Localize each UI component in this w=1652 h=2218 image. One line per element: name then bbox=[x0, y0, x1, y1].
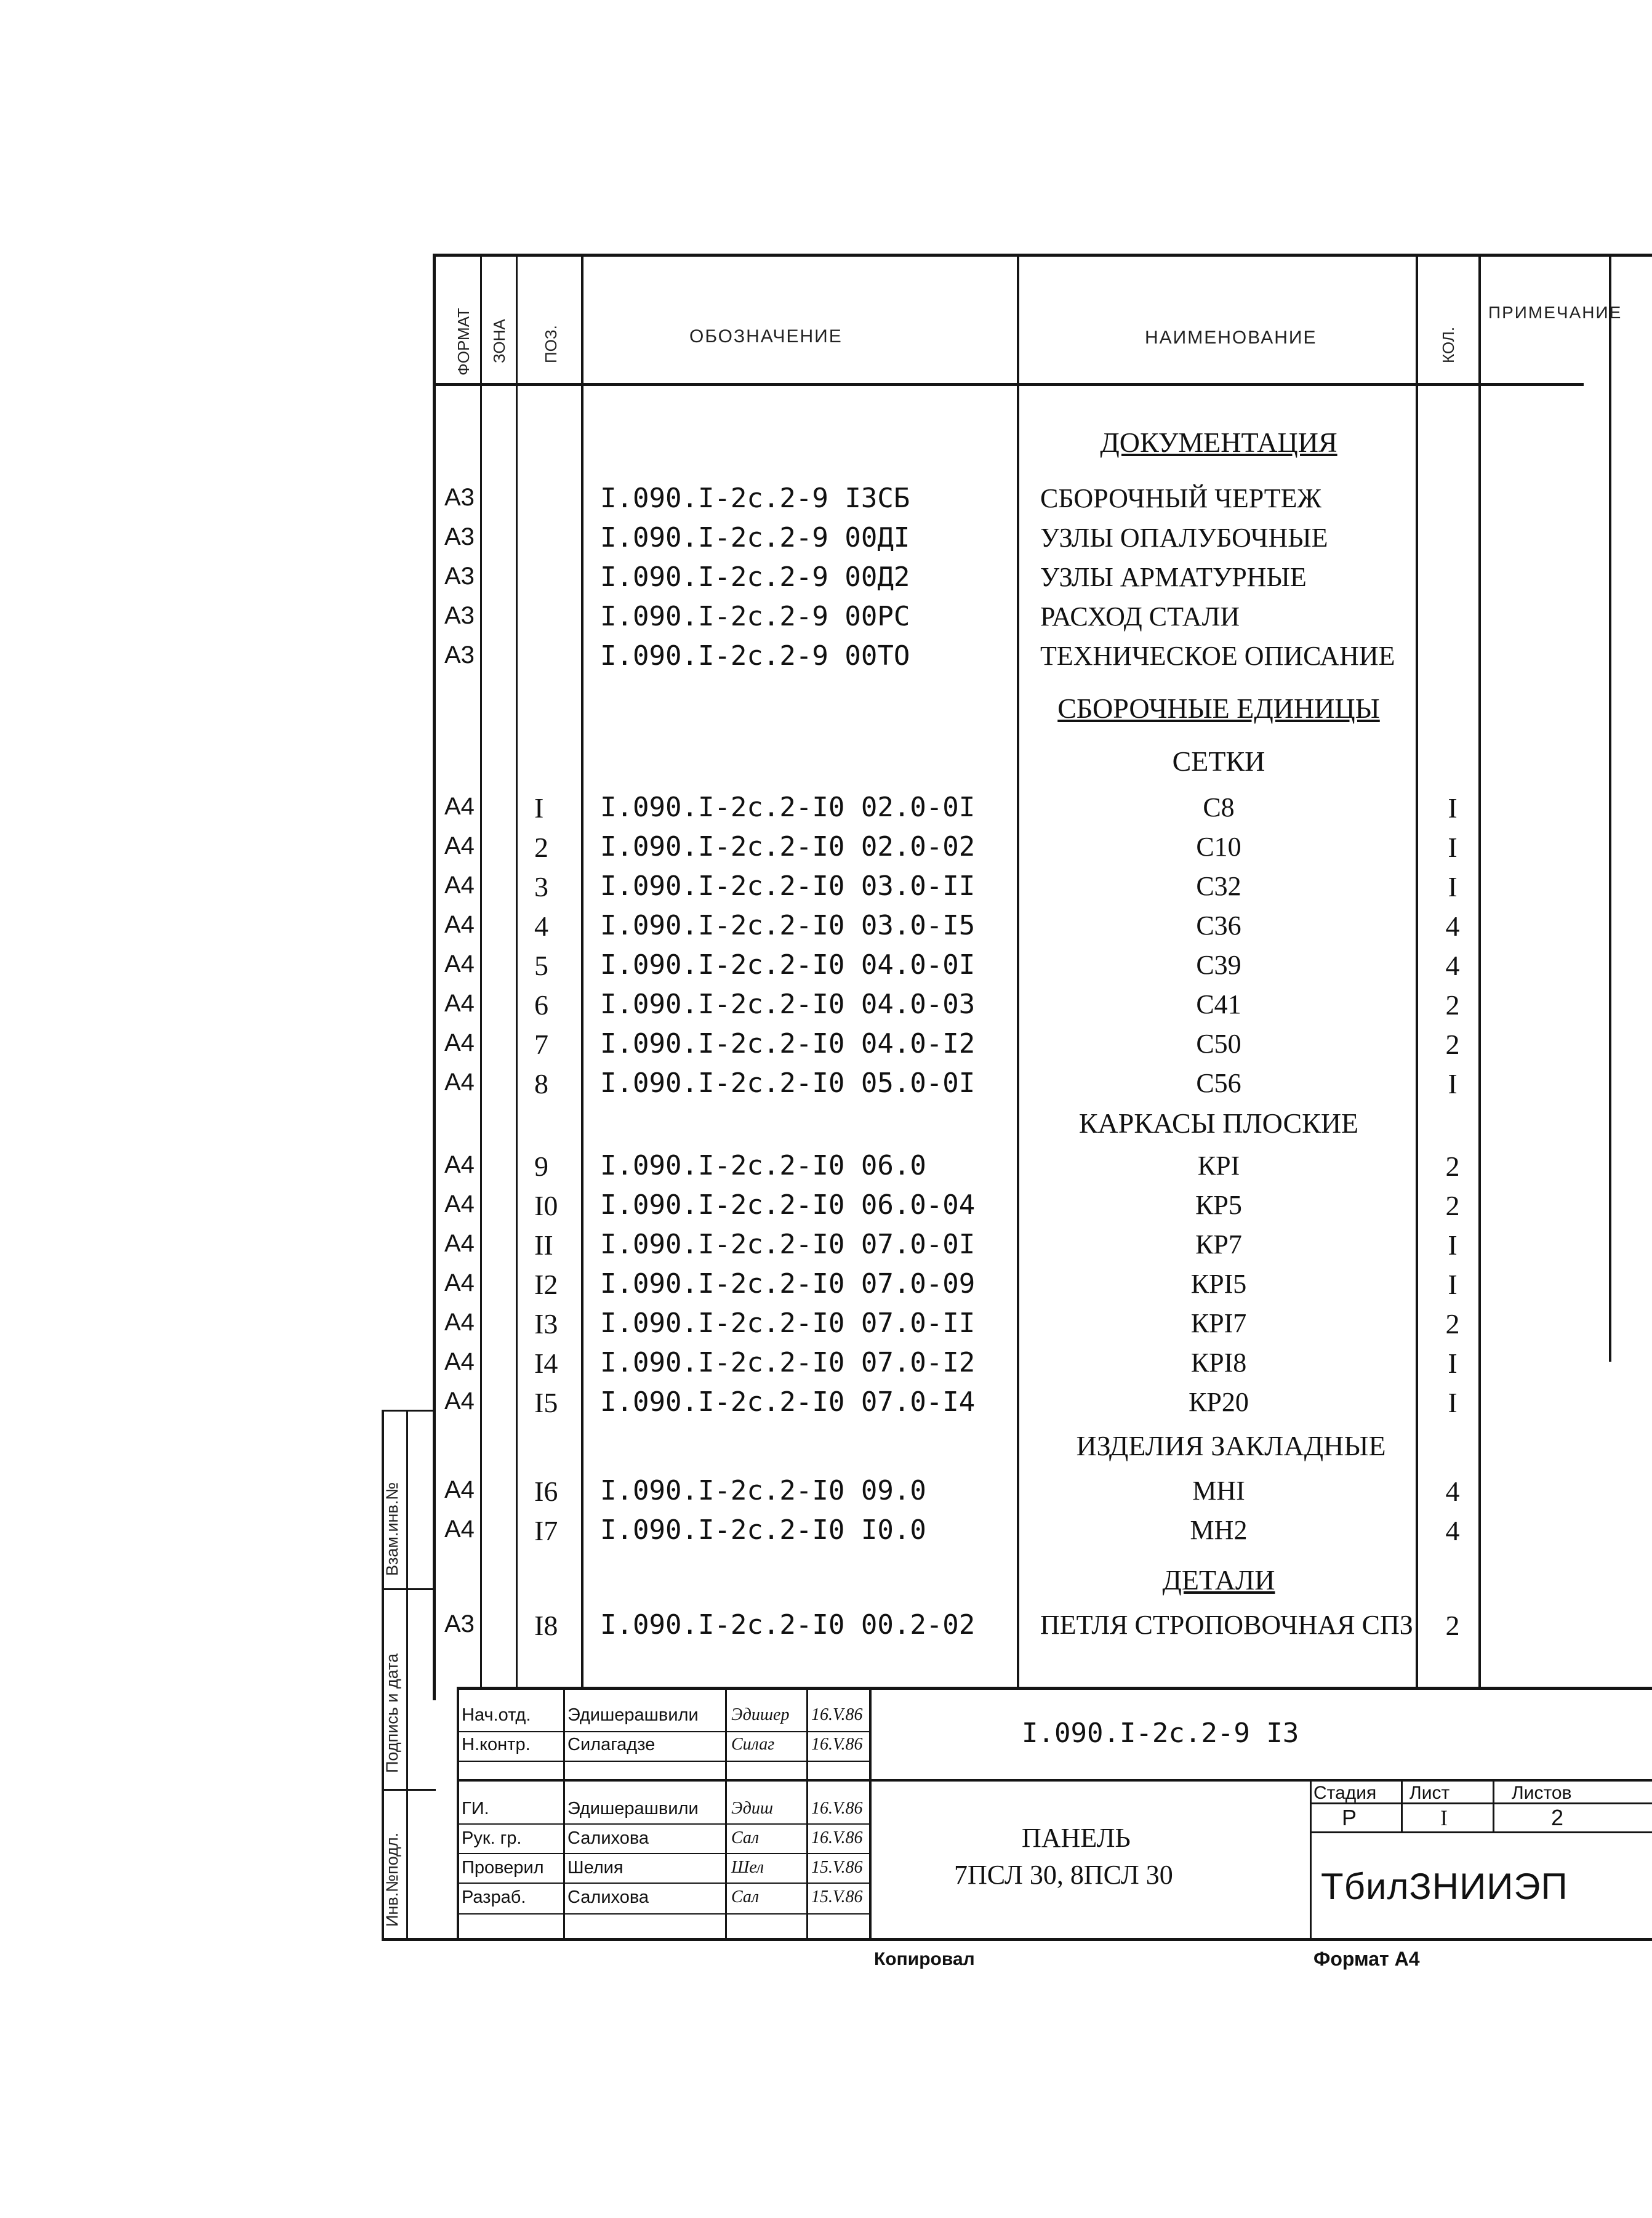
row-format: А3 bbox=[444, 563, 475, 590]
row-name: КРI8 bbox=[1190, 1348, 1247, 1378]
row-name: МН2 bbox=[1190, 1515, 1248, 1545]
header-note bbox=[1488, 302, 1622, 324]
row-designation: I.090.I-2c.2-I0 09.0 bbox=[600, 1475, 926, 1506]
row-position: 5 bbox=[534, 950, 548, 981]
row-quantity: 2 bbox=[1445, 1151, 1460, 1182]
row-position: I8 bbox=[534, 1610, 558, 1641]
row-format: А4 bbox=[444, 990, 475, 1017]
sheet-label: Лист bbox=[1409, 1783, 1450, 1803]
frame-left-line bbox=[433, 254, 436, 1700]
tb-sheets-col bbox=[1493, 1779, 1494, 1833]
row-position: I5 bbox=[534, 1387, 558, 1418]
header-note-text: ПРИМЕЧАНИЕ bbox=[1488, 303, 1622, 322]
staff-role: Нач.отд. bbox=[462, 1705, 531, 1725]
staff-signature: Эдишер bbox=[731, 1705, 790, 1724]
header-pos: ПОЗ. bbox=[542, 325, 560, 363]
row-designation: I.090.I-2c.2-I0 07.0-0I bbox=[600, 1229, 976, 1260]
row-name: С36 bbox=[1196, 910, 1241, 941]
footer-copied: Копировал bbox=[874, 1949, 975, 1969]
row-designation: I.090.I-2c.2-9 I3СБ bbox=[600, 483, 910, 514]
row-name: КР5 bbox=[1195, 1190, 1242, 1220]
staff-name: Шелия bbox=[567, 1858, 624, 1878]
row-designation: I.090.I-2c.2-I0 07.0-09 bbox=[600, 1268, 976, 1300]
section-assembly-units: СБОРОЧНЫЕ ЕДИНИЦЫ bbox=[1057, 693, 1380, 724]
frame-right-line bbox=[1609, 254, 1611, 1362]
col-designation-line bbox=[1017, 254, 1019, 1688]
row-format: А3 bbox=[444, 484, 475, 511]
staff-signature: Эдиш bbox=[731, 1799, 774, 1818]
sheets-label: Листов bbox=[1512, 1783, 1572, 1803]
header-format: ФОРМАТ bbox=[454, 308, 473, 376]
row-format: А4 bbox=[444, 950, 475, 978]
row-quantity: I bbox=[1448, 871, 1458, 902]
row-position: I0 bbox=[534, 1190, 558, 1221]
row-designation: I.090.I-2c.2-I0 03.0-I5 bbox=[600, 910, 976, 941]
tb-sheet-col bbox=[1401, 1779, 1403, 1833]
row-format: А4 bbox=[444, 1230, 475, 1257]
row-position: II bbox=[534, 1229, 553, 1261]
row-format: А4 bbox=[444, 1151, 475, 1178]
footer-format: Формат А4 bbox=[1313, 1948, 1420, 1970]
row-quantity: 2 bbox=[1445, 1029, 1460, 1060]
row-name: СБОРОЧНЫЙ ЧЕРТЕЖ bbox=[1040, 483, 1321, 513]
row-designation: I.090.I-2c.2-9 00РС bbox=[600, 601, 910, 632]
staff-name: Эдишерашвили bbox=[567, 1799, 699, 1818]
row-quantity: 2 bbox=[1445, 1308, 1460, 1340]
header-name: НАИМЕНОВАНИЕ bbox=[1145, 327, 1317, 348]
row-position: I bbox=[534, 792, 544, 824]
staff-signature: Сал bbox=[731, 1828, 760, 1847]
row-quantity: I bbox=[1448, 1229, 1458, 1261]
row-designation: I.090.I-2c.2-I0 06.0-04 bbox=[600, 1189, 976, 1221]
stage-value: Р bbox=[1342, 1805, 1357, 1830]
row-format: А3 bbox=[444, 602, 475, 629]
row-name: КРI bbox=[1197, 1151, 1240, 1181]
row-name: С32 bbox=[1196, 871, 1241, 901]
staff-date: 15.V.86 bbox=[811, 1887, 863, 1907]
row-name: С10 bbox=[1196, 832, 1241, 862]
row-quantity: 4 bbox=[1445, 950, 1460, 981]
row-designation: I.090.I-2c.2-I0 07.0-I4 bbox=[600, 1386, 976, 1418]
row-name: УЗЛЫ ОПАЛУБОЧНЫЕ bbox=[1040, 523, 1328, 553]
row-name: С56 bbox=[1196, 1068, 1241, 1098]
staff-signature: Силаг bbox=[731, 1735, 775, 1754]
row-format: А4 bbox=[444, 1388, 475, 1415]
row-quantity: I bbox=[1448, 1387, 1458, 1418]
row-format: А4 bbox=[444, 1191, 475, 1218]
side-sign-date: Подпись и дата bbox=[383, 1653, 401, 1773]
side-stamp-top-line bbox=[382, 1410, 436, 1412]
row-name: КРI5 bbox=[1190, 1269, 1247, 1299]
row-designation: I.090.I-2c.2-I0 I0.0 bbox=[600, 1514, 926, 1546]
row-name: С50 bbox=[1196, 1029, 1241, 1059]
row-designation: I.090.I-2c.2-9 00ТО bbox=[600, 640, 910, 672]
row-name: ТЕХНИЧЕСКОЕ ОПИСАНИЕ bbox=[1040, 641, 1395, 671]
staff-date: 16.V.86 bbox=[811, 1735, 863, 1754]
side-stamp-sep-2 bbox=[382, 1789, 436, 1791]
row-quantity: I bbox=[1448, 1068, 1458, 1099]
side-stamp-mid-line bbox=[406, 1410, 408, 1939]
row-designation: I.090.I-2c.2-I0 04.0-0I bbox=[600, 949, 976, 981]
row-position: I7 bbox=[534, 1515, 558, 1546]
row-position: 2 bbox=[534, 832, 548, 863]
row-format: А4 bbox=[444, 832, 475, 859]
row-position: 9 bbox=[534, 1151, 548, 1182]
row-quantity: I bbox=[1448, 1348, 1458, 1379]
staff-role: ГИ. bbox=[462, 1799, 489, 1818]
staff-row-divider bbox=[457, 1761, 870, 1762]
title-line-1: ПАНЕЛЬ bbox=[1022, 1823, 1131, 1853]
row-format: А3 bbox=[444, 1610, 475, 1637]
section-details: ДЕТАЛИ bbox=[1162, 1564, 1275, 1596]
row-position: I4 bbox=[534, 1348, 558, 1379]
row-name: МНI bbox=[1192, 1476, 1245, 1506]
row-format: А4 bbox=[444, 1516, 475, 1543]
header-qty: КОЛ. bbox=[1439, 326, 1458, 363]
col-name-line bbox=[1416, 254, 1418, 1688]
row-position: 4 bbox=[534, 910, 548, 942]
row-quantity: 4 bbox=[1445, 1476, 1460, 1507]
row-name: С41 bbox=[1196, 989, 1241, 1019]
row-designation: I.090.I-2c.2-I0 02.0-0I bbox=[600, 792, 976, 823]
row-designation: I.090.I-2c.2-9 00Д2 bbox=[600, 561, 910, 593]
staff-role: Н.контр. bbox=[462, 1735, 531, 1754]
row-name: С39 bbox=[1196, 950, 1241, 980]
row-position: I2 bbox=[534, 1269, 558, 1300]
tb-left-line bbox=[457, 1687, 459, 1939]
row-designation: I.090.I-2c.2-I0 07.0-I2 bbox=[600, 1347, 976, 1378]
row-position: 6 bbox=[534, 989, 548, 1021]
staff-row-divider bbox=[457, 1853, 870, 1854]
tb-col-role bbox=[563, 1687, 565, 1939]
staff-name: Салихова bbox=[567, 1887, 649, 1907]
section-documentation: ДОКУМЕНТАЦИЯ bbox=[1100, 427, 1337, 458]
section-embedded: ИЗДЕЛИЯ ЗАКЛАДНЫЕ bbox=[1076, 1430, 1386, 1461]
staff-name: Эдишерашвили bbox=[567, 1705, 699, 1725]
row-designation: I.090.I-2c.2-I0 02.0-02 bbox=[600, 831, 976, 862]
row-name: УЗЛЫ АРМАТУРНЫЕ bbox=[1040, 562, 1307, 592]
row-name: КР20 bbox=[1189, 1387, 1249, 1417]
header-bottom-line bbox=[433, 383, 1584, 386]
row-name: КР7 bbox=[1195, 1229, 1242, 1260]
staff-date: 16.V.86 bbox=[811, 1828, 863, 1847]
staff-row-divider bbox=[457, 1731, 870, 1732]
row-quantity: I bbox=[1448, 792, 1458, 824]
row-name: РАСХОД СТАЛИ bbox=[1040, 601, 1240, 632]
row-quantity: I bbox=[1448, 1269, 1458, 1300]
tb-col-name bbox=[725, 1687, 727, 1939]
staff-role: Разраб. bbox=[462, 1887, 526, 1907]
tb-top-line bbox=[457, 1687, 1652, 1690]
row-quantity: 4 bbox=[1445, 910, 1460, 942]
row-designation: I.090.I-2c.2-9 00ДI bbox=[600, 522, 910, 553]
doc-code: I.090.I-2c.2-9 I3 bbox=[1022, 1718, 1299, 1749]
row-position: I6 bbox=[534, 1476, 558, 1507]
row-position: 3 bbox=[534, 871, 548, 902]
frame-top-line bbox=[433, 254, 1652, 257]
staff-role: Рук. гр. bbox=[462, 1828, 522, 1848]
tb-col-sign bbox=[806, 1687, 808, 1939]
row-format: А4 bbox=[444, 1348, 475, 1375]
row-name: ПЕТЛЯ СТРОПОВОЧНАЯ СПЗ bbox=[1040, 1610, 1413, 1640]
staff-name: Силагадзе bbox=[567, 1735, 656, 1754]
row-quantity: 2 bbox=[1445, 989, 1460, 1021]
staff-row-divider bbox=[457, 1913, 870, 1915]
row-designation: I.090.I-2c.2-I0 06.0 bbox=[600, 1150, 926, 1181]
title-line-2: 7ПСЛ 30, 8ПСЛ 30 bbox=[954, 1860, 1173, 1890]
section-frames: КАРКАСЫ ПЛОСКИЕ bbox=[1078, 1107, 1359, 1139]
row-format: А4 bbox=[444, 1029, 475, 1056]
row-designation: I.090.I-2c.2-I0 00.2-02 bbox=[600, 1609, 976, 1641]
row-quantity: 2 bbox=[1445, 1610, 1460, 1641]
staff-row-divider bbox=[457, 1882, 870, 1884]
staff-date: 16.V.86 bbox=[811, 1705, 863, 1724]
row-quantity: I bbox=[1448, 832, 1458, 863]
row-name: КРI7 bbox=[1190, 1308, 1247, 1338]
row-quantity: 2 bbox=[1445, 1190, 1460, 1221]
section-nets: СЕТКИ bbox=[1172, 745, 1265, 777]
row-format: А4 bbox=[444, 872, 475, 899]
row-format: А4 bbox=[444, 793, 475, 820]
side-inv-orig: Инв.№подл. bbox=[383, 1832, 401, 1927]
header-designation: ОБОЗНАЧЕНИЕ bbox=[689, 326, 843, 347]
staff-row-divider bbox=[457, 1823, 870, 1825]
row-position: I3 bbox=[534, 1308, 558, 1340]
row-format: А4 bbox=[444, 1309, 475, 1336]
tb-stage-row-line2 bbox=[1310, 1831, 1652, 1833]
row-designation: I.090.I-2c.2-I0 04.0-I2 bbox=[600, 1028, 976, 1059]
row-format: А4 bbox=[444, 1476, 475, 1503]
row-position: 7 bbox=[534, 1029, 548, 1060]
tb-col-date bbox=[869, 1687, 872, 1939]
staff-signature: Сал bbox=[731, 1887, 760, 1907]
row-designation: I.090.I-2c.2-I0 05.0-0I bbox=[600, 1067, 976, 1099]
row-format: А4 bbox=[444, 1269, 475, 1296]
staff-date: 16.V.86 bbox=[811, 1799, 863, 1818]
row-position: 8 bbox=[534, 1068, 548, 1099]
staff-role: Проверил bbox=[462, 1858, 544, 1878]
tb-mid-line bbox=[457, 1779, 1652, 1782]
row-designation: I.090.I-2c.2-I0 03.0-II bbox=[600, 870, 976, 902]
sheet-value: I bbox=[1440, 1806, 1448, 1830]
stage-label: Стадия bbox=[1313, 1783, 1377, 1803]
row-name: С8 bbox=[1203, 792, 1235, 822]
staff-name: Салихова bbox=[567, 1828, 649, 1848]
sheets-value: 2 bbox=[1551, 1805, 1564, 1830]
side-replace-inv: Взам.инв.№ bbox=[383, 1482, 401, 1576]
row-format: А3 bbox=[444, 523, 475, 550]
row-designation: I.090.I-2c.2-I0 07.0-II bbox=[600, 1308, 976, 1339]
col-zone-line bbox=[516, 254, 518, 1688]
row-designation: I.090.I-2c.2-I0 04.0-03 bbox=[600, 989, 976, 1020]
organization-name: ТбилЗНИИЭП bbox=[1321, 1866, 1568, 1907]
side-stamp-sep-1 bbox=[382, 1588, 436, 1590]
staff-date: 15.V.86 bbox=[811, 1858, 863, 1877]
staff-signature: Шел bbox=[731, 1858, 764, 1877]
row-format: А4 bbox=[444, 911, 475, 938]
col-qty-line bbox=[1478, 254, 1481, 1688]
row-format: А4 bbox=[444, 1069, 475, 1096]
tb-bottom-line bbox=[382, 1938, 1652, 1941]
header-zone: ЗОНА bbox=[490, 319, 508, 363]
row-quantity: 4 bbox=[1445, 1515, 1460, 1546]
row-format: А3 bbox=[444, 641, 475, 669]
